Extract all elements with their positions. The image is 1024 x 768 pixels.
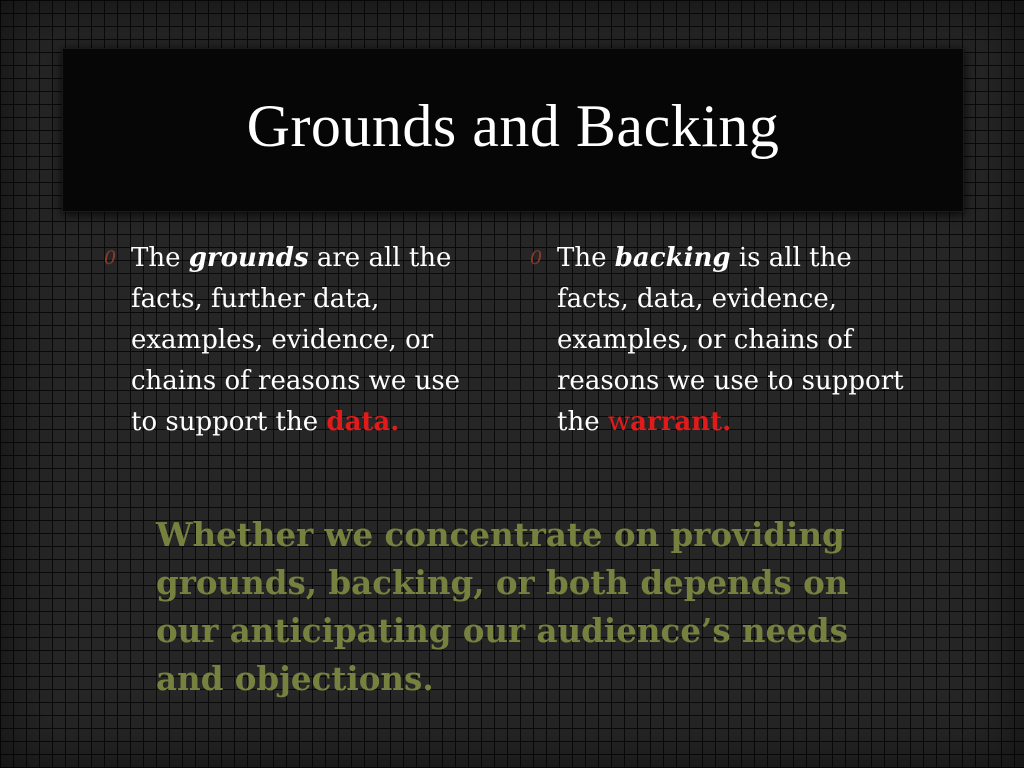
grounds-body: are all the facts, further data, examples, evidence, or chains of reasons we use to support the	[131, 243, 461, 437]
bullet-marker-icon: 0	[104, 247, 117, 269]
grounds-text	[131, 238, 484, 443]
grounds-target: data.	[326, 407, 400, 437]
backing-body: is all the facts, data, evidence, examples, or chains of reasons we use to support the	[557, 243, 904, 437]
backing-prefix: The	[557, 243, 615, 273]
right-column	[530, 238, 910, 443]
backing-target-first: w	[607, 407, 631, 437]
grounds-term: grounds	[188, 243, 309, 273]
title-bar	[62, 48, 964, 212]
backing-term: backing	[614, 243, 731, 273]
grounds-prefix: The	[131, 243, 189, 273]
backing-bullet	[530, 238, 910, 443]
backing-target-rest: arrant.	[630, 407, 732, 437]
backing-text	[557, 238, 910, 443]
grounds-bullet	[104, 238, 484, 443]
bullet-marker-icon: 0	[530, 247, 543, 269]
slide-title: Grounds and Backing	[246, 92, 780, 159]
left-column	[104, 238, 484, 443]
conclusion-text: Whether we concentrate on providing grounds, backing, or both depends on our anticipating our audience’s needs and objections.	[156, 515, 849, 698]
